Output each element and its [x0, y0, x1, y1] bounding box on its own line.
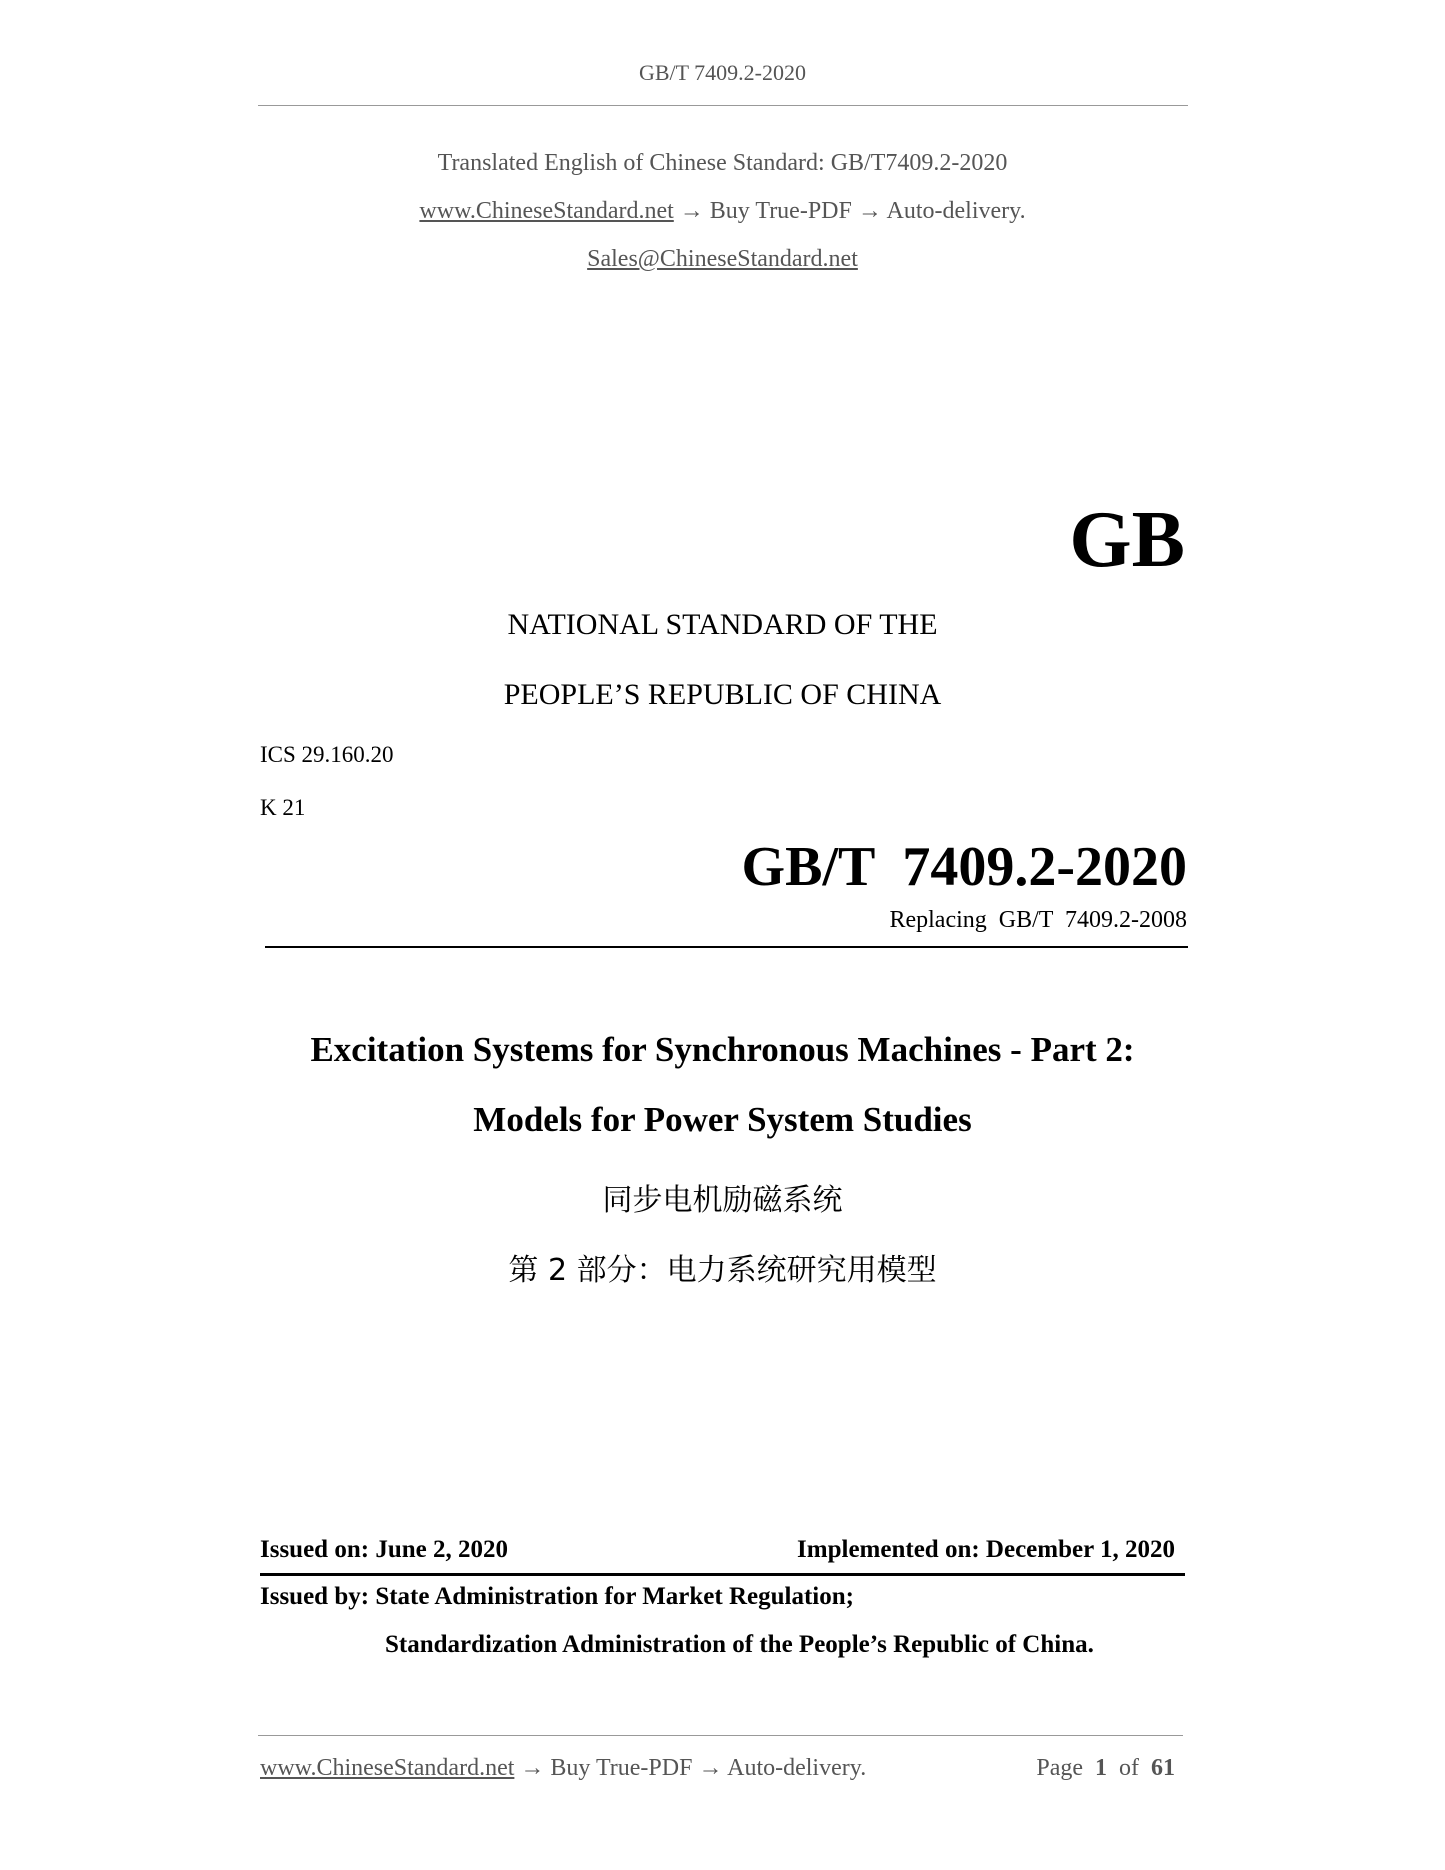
running-header: GB/T 7409.2-2020: [638, 60, 807, 85]
title-en-line1: Excitation Systems for Synchronous Machines - Part 2:: [310, 1030, 1135, 1069]
title-cn-line1: 同步电机励磁系统: [602, 1183, 843, 1218]
national-standard-line1: NATIONAL STANDARD OF THE: [507, 608, 938, 641]
issued-by: Issued by: State Administration for Market Regulation;: [260, 1583, 854, 1610]
replacing-standard: Replacing GB/T 7409.2-2008: [889, 907, 1187, 933]
standard-number-divider: [265, 946, 1188, 948]
ccs-code: K 21: [260, 795, 306, 820]
page-number: [1036, 1755, 1175, 1782]
page-total: 61: [1151, 1755, 1175, 1781]
issued-by-second: Standardization Administration of the People’s Republic of China.: [385, 1631, 1094, 1658]
footer-links: [260, 1755, 866, 1782]
page-label: Page: [1036, 1755, 1083, 1781]
footer-site-link[interactable]: www.ChineseStandard.net: [260, 1755, 515, 1781]
gb-logo: GB: [1069, 496, 1185, 584]
site-link[interactable]: www.ChineseStandard.net: [419, 198, 674, 224]
implemented-on-date: Implemented on: December 1, 2020: [797, 1536, 1175, 1563]
ics-code: ICS 29.160.20: [260, 742, 394, 767]
issued-on-date: Issued on: June 2, 2020: [260, 1536, 508, 1563]
standard-number: GB/T 7409.2-2020: [741, 836, 1187, 898]
issuance-divider: [260, 1573, 1185, 1576]
promo-email-line: [0, 246, 1445, 273]
header-divider: [258, 105, 1188, 106]
email-link[interactable]: Sales@ChineseStandard.net: [587, 246, 858, 272]
national-standard-line2: PEOPLE’S REPUBLIC OF CHINA: [503, 678, 942, 711]
title-en-line2: Models for Power System Studies: [473, 1100, 972, 1139]
promo-buy-text: → Buy True-PDF → Auto-delivery.: [679, 198, 1026, 224]
promo-line: Translated English of Chinese Standard: GB/T7409.2-2020: [437, 150, 1008, 176]
title-cn-line2: 第 2 部分：电力系统研究用模型: [508, 1253, 937, 1288]
footer-divider: [258, 1735, 1183, 1736]
page-current: 1: [1095, 1755, 1107, 1781]
footer-buy-text: → Buy True-PDF → Auto-delivery.: [520, 1755, 867, 1781]
promo-links: [0, 198, 1445, 225]
page-of: of: [1119, 1755, 1139, 1781]
